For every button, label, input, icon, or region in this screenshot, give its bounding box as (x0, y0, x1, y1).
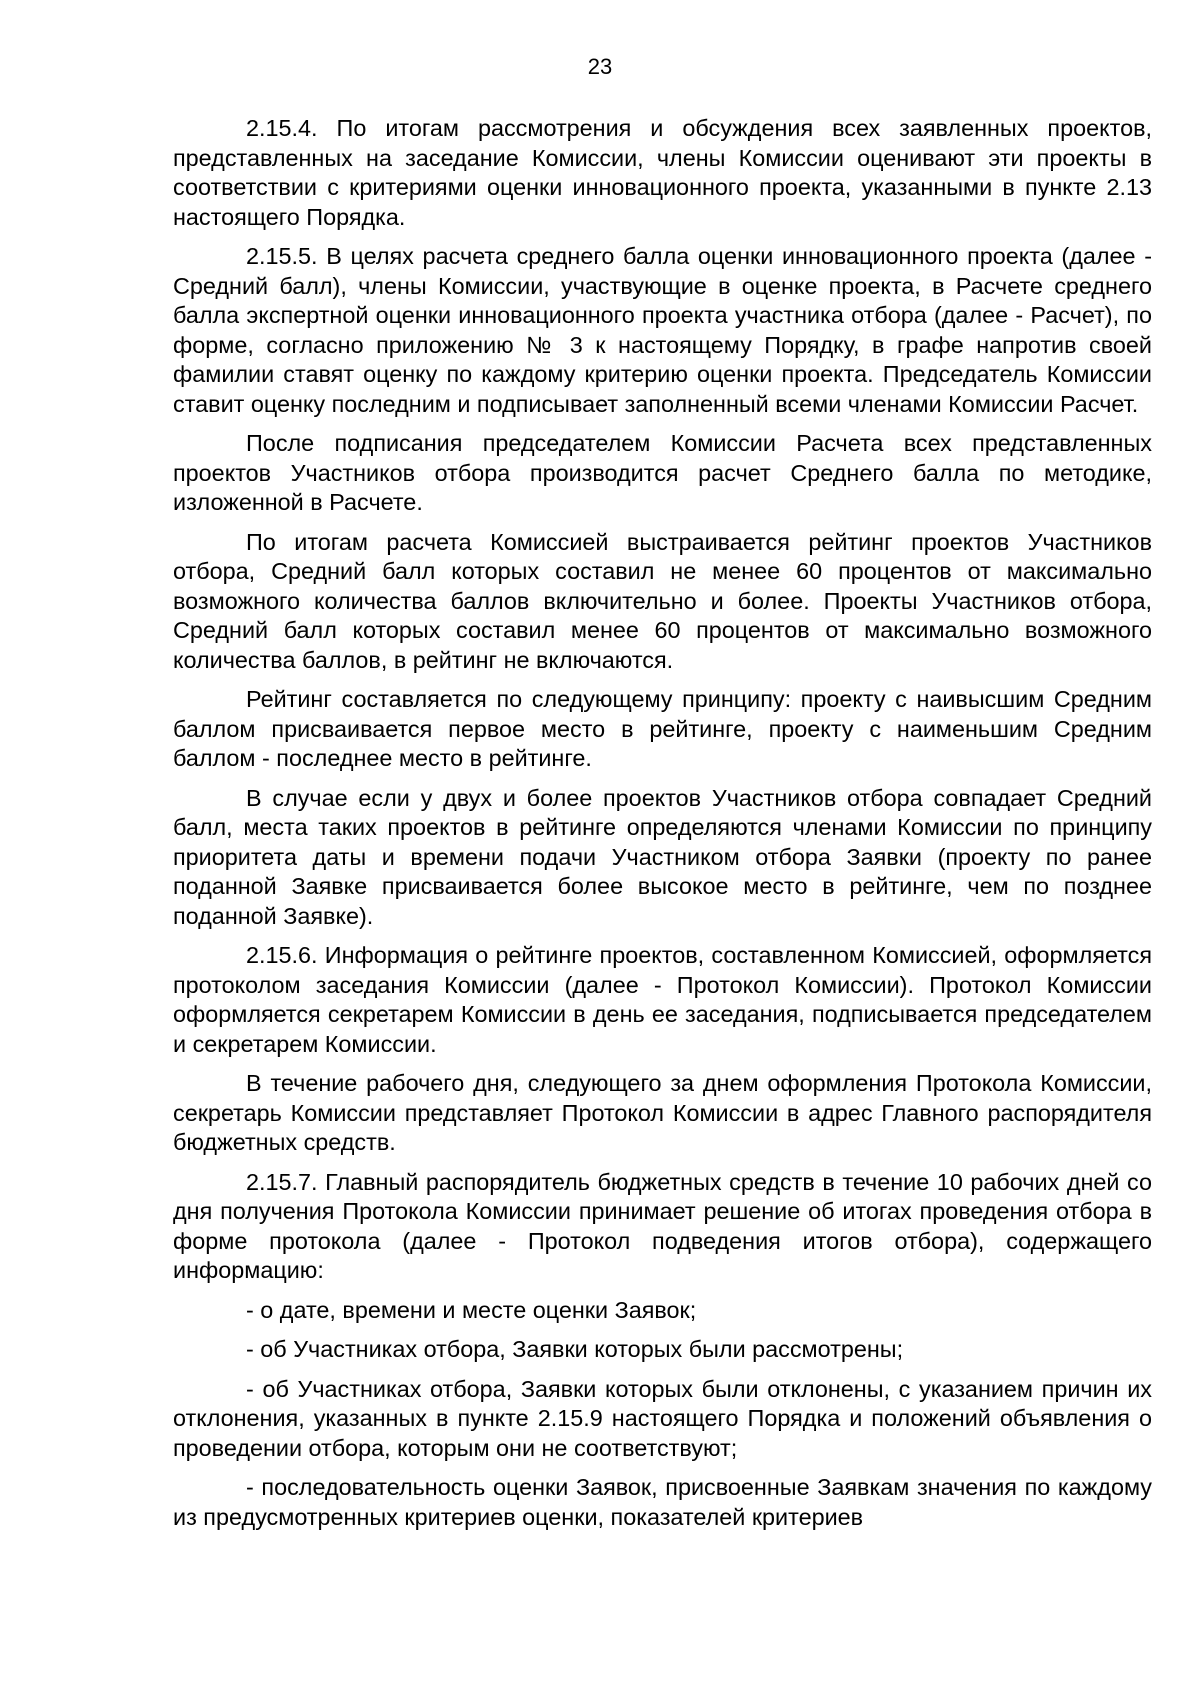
paragraph-2-15-7: 2.15.7. Главный распорядитель бюджетных средств в течение 10 рабочих дней со дня получения Протокола Комиссии принимает решение об итогах проведения отбора в форме протокола (далее - Протокол подведения итогов отбора), содержащего информацию: (173, 1168, 1152, 1283)
paragraph-working-day: В течение рабочего дня, следующего за днем оформления Протокола Комиссии, секретарь Комиссии представляет Протокол Комиссии в адрес Главного распорядителя бюджетных средств. (173, 1070, 1152, 1155)
paragraph-2-15-5: 2.15.5. В целях расчета среднего балла оценки инновационного проекта (далее - Средний балл), члены Комиссии, участвующие в оценке проекта, в Расчете среднего балла экспертной оценки инновационного проекта участника отбора (далее - Расчет), по форме, согласно приложению № 3 к настоящему Порядку, в графе напротив своей фамилии ставят оценку по каждому критерию оценки проекта. Председатель Комиссии ставит оценку последним и подписывает заполненный всеми членами Комиссии Расчет. (173, 243, 1152, 417)
paragraph-rating-principle: Рейтинг составляется по следующему принципу: проекту с наивысшим Средним баллом присваивается первое место в рейтинге, проекту с наименьшим Средним баллом - последнее место в рейтинге. (173, 686, 1152, 771)
list-item-rejected: - об Участниках отбора, Заявки которых были отклонены, с указанием причин их отклонения, указанных в пункте 2.15.9 настоящего Порядка и положений объявления о проведении отбора, которым они не соответствуют; (173, 1375, 1152, 1461)
paragraph-2-15-4: 2.15.4. По итогам рассмотрения и обсуждения всех заявленных проектов, представленных на заседание Комиссии, члены Комиссии оценивают эти проекты в соответствии с критериями оценки инновационного проекта, указанными в пункте 2.13 настоящего Порядка. (173, 115, 1152, 230)
page-number: 23 (587, 54, 613, 79)
list-item-sequence: - последовательность оценки Заявок, присвоенные Заявкам значения по каждому из предусмотренных критериев оценки, показателей критериев (173, 1474, 1152, 1530)
paragraph-2-15-6: 2.15.6. Информация о рейтинге проектов, составленном Комиссией, оформляется протоколом заседания Комиссии (далее - Протокол Комиссии). Протокол Комиссии оформляется секретарем Комиссии в день ее заседания, подписывается председателем и секретарем Комиссии. (173, 942, 1152, 1057)
paragraph-rating-calculation: По итогам расчета Комиссией выстраивается рейтинг проектов Участников отбора, Средний балл которых составил не менее 60 процентов от максимально возможного количества баллов включительно и более. Проекты Участников отбора, Средний балл которых составил менее 60 процентов от максимально возможного количества баллов, в рейтинг не включаются. (173, 528, 1152, 673)
paragraph-after-signing: После подписания председателем Комиссии Расчета всех представленных проектов Участников отбора производится расчет Среднего балла по методике, изложенной в Расчете. (173, 430, 1152, 515)
document-body (173, 114, 1152, 1542)
paragraph-equal-score: В случае если у двух и более проектов Участников отбора совпадает Средний балл, места таких проектов в рейтинге определяются членами Комиссии по принципу приоритета даты и времени подачи Участником отбора Заявки (проекту по ранее поданной Заявке присваивается более высокое место в рейтинге, чем по позднее поданной Заявке). (173, 784, 1152, 929)
list-item-reviewed: - об Участниках отбора, Заявки которых были рассмотрены; (246, 1336, 904, 1362)
list-item-date-time: - о дате, времени и месте оценки Заявок; (246, 1296, 697, 1323)
